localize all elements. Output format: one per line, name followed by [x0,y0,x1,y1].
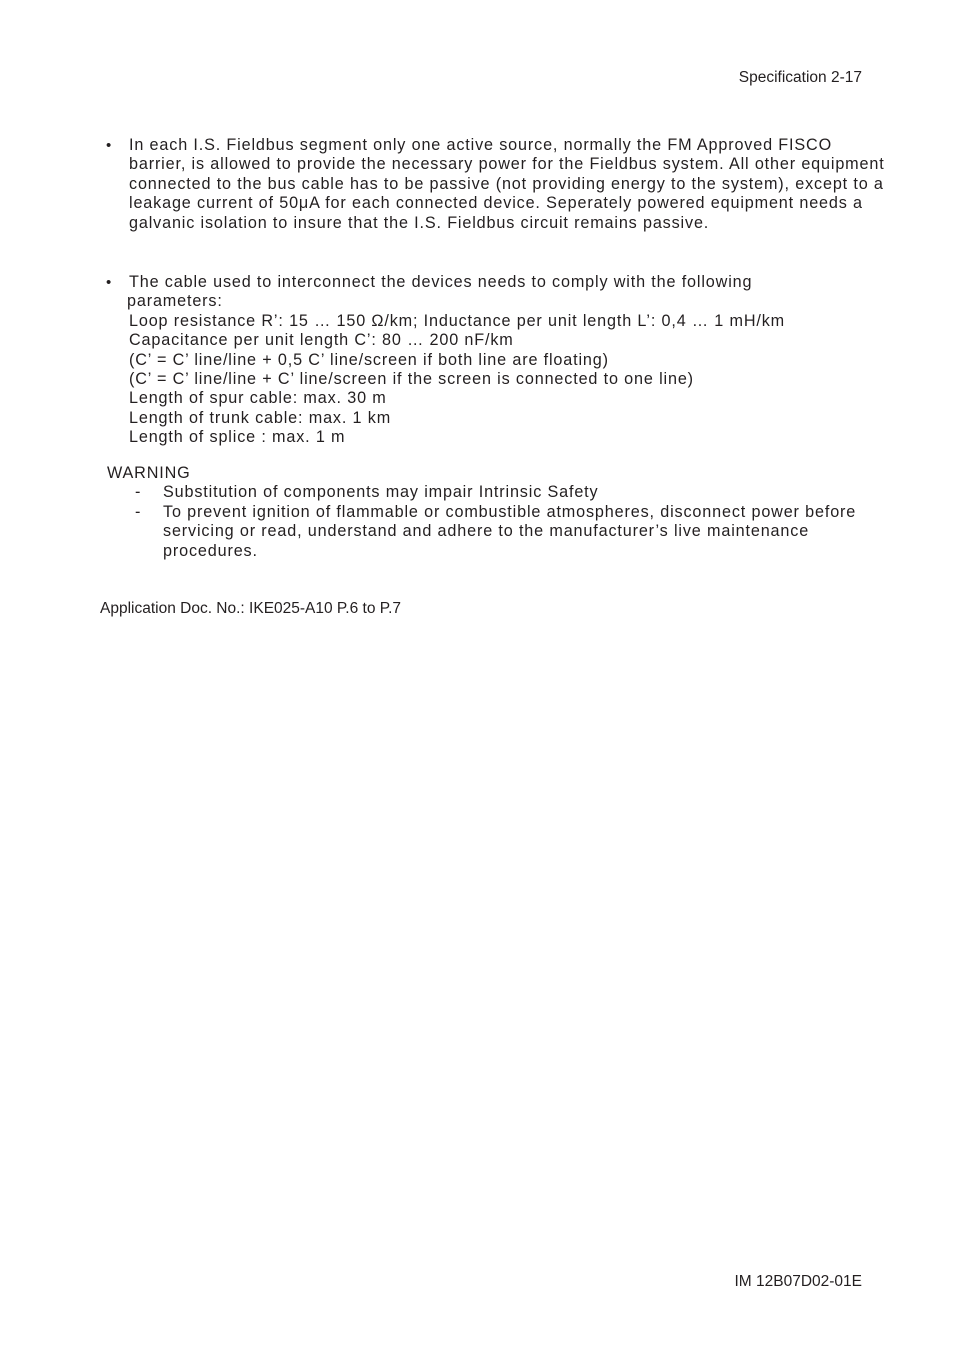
param-spur-length: Length of spur cable: max. 30 m [129,389,387,408]
bullet-intro-line: The cable used to interconnect the devices needs to comply with the following [129,273,753,291]
warning-item-marker: - [135,483,142,502]
bullet-marker: • [106,137,113,154]
page-reference: Specification 2-17 [738,69,862,86]
warning-title: WARNING [107,464,191,482]
param-capacitance: Capacitance per unit length C’: 80 … 200 nF/km [129,331,514,350]
cable-parameter-list [129,312,886,448]
bullet-intro-continuation: parameters: [127,292,223,311]
warning-item [135,502,886,561]
bullet-marker: • [106,274,113,291]
warning-item-marker: - [135,502,142,521]
warning-item-text: To prevent ignition of flammable or combustible atmospheres, disconnect power before servicing or read, understand and adhere to the manufacturer’s live maintenance procedures. [163,502,857,560]
document-number: IM 12B07D02-01E [734,1273,862,1290]
param-trunk-length: Length of trunk cable: max. 1 km [129,408,392,427]
application-doc-number: Application Doc. No.: IKE025-A10 P.6 to P.7 [100,600,402,617]
bullet-item-fisco-source [106,136,886,233]
param-loop-resistance: Loop resistance R’: 15 … 150 Ω/km; Inductance per unit length L’: 0,4 … 1 mH/km [129,311,786,330]
bullet-text: In each I.S. Fieldbus segment only one active source, normally the FM Approved FISCO barrier, is allowed to provide the necessary power for the Fieldbus system. All other equipment connected to the bus cable has to be passive (not providing energy to the system), except to a leakage current of 50μA for each connected device. Seperately powered equipment needs a galvanic isolation to insure that the I.S. Fieldbus circuit remains passive. [129,136,885,232]
warning-item [135,483,886,502]
param-capacitance-screen: (C’ = C’ line/line + C’ line/screen if the screen is connected to one line) [129,370,694,389]
bullet-item-cable-parameters [106,273,886,448]
param-splice-length: Length of splice : max. 1 m [129,428,346,447]
param-capacitance-floating: (C’ = C’ line/line + 0,5 C’ line/screen if both line are floating) [129,350,609,369]
warning-section [106,464,886,561]
warning-item-text: Substitution of components may impair Intrinsic Safety [163,483,599,502]
